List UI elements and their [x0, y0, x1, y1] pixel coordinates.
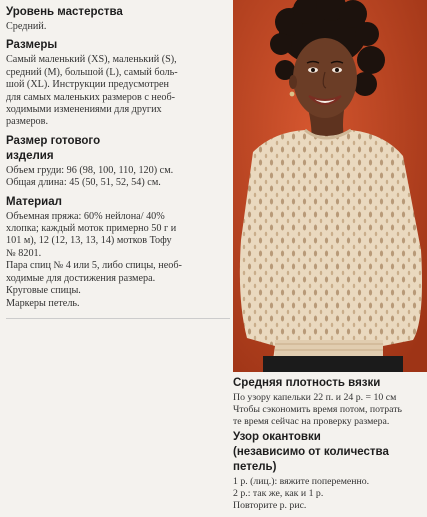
- sweater-shape: [240, 130, 422, 360]
- materials-line: № 8201.: [6, 247, 42, 259]
- materials-section: [6, 196, 230, 310]
- gauge-line: По узору капельки 22 п. и 24 р. = 10 см: [233, 392, 397, 403]
- gauge-line: те время сейчас на проверку размера.: [233, 416, 390, 427]
- edging-section: [233, 431, 427, 512]
- skill-text: Средний.: [6, 21, 47, 32]
- sizes-line: размеров.: [6, 116, 49, 128]
- gauge-heading: Средняя плотность вязки: [233, 377, 381, 389]
- sizes-line: для самых маленьких размеров с необ-: [6, 91, 176, 103]
- edging-row: 1 р. (лиц.): вяжите попеременно.: [233, 476, 370, 487]
- edging-row: 2 р.: так же, как и 1 р.: [233, 488, 324, 499]
- finished-size-heading: Размер готового: [6, 134, 101, 147]
- materials-line: ходимые для достижения размера.: [6, 272, 156, 284]
- sizes-line: ходимыми изменениями для других: [6, 104, 162, 116]
- edging-heading: петель): [233, 461, 277, 473]
- edging-heading: Узор окантовки: [233, 431, 321, 443]
- materials-line: Круговые спицы.: [6, 285, 81, 297]
- materials-line: Пара спиц № 4 или 5, либо спицы, необ-: [6, 260, 182, 272]
- finished-size-heading: изделия: [6, 149, 54, 162]
- model-photo: [233, 0, 427, 372]
- gauge-line: Чтобы сэкономить время потом, потрать: [233, 404, 403, 415]
- materials-line: 101 м), 12 (12, 13, 13, 14) мотков Тофу: [6, 235, 172, 247]
- materials-heading: Материал: [6, 195, 62, 208]
- gauge-section: [233, 377, 427, 428]
- sizes-line: Самый маленький (XS), маленький (S),: [6, 54, 177, 66]
- sizes-section: [6, 39, 230, 128]
- skill-heading: Уровень мастерства: [6, 6, 123, 18]
- edging-row: Повторите р. рис.: [233, 500, 307, 511]
- sizes-heading: Размеры: [6, 39, 58, 52]
- materials-line: Объемная пряжа: 60% нейлона/ 40%: [6, 210, 165, 222]
- finished-size-section: [6, 135, 230, 190]
- skill-section: [6, 6, 230, 33]
- total-length: Общая длина: 45 (50, 51, 52, 54) см.: [6, 177, 161, 189]
- column-divider: [6, 318, 230, 319]
- edging-heading: (независимо от количества: [233, 446, 389, 458]
- materials-line: хлопка; каждый моток примерно 50 г и: [6, 223, 177, 235]
- sizes-line: шой (XL). Инструкции предусмотрен: [6, 79, 169, 91]
- chest-measurement: Объем груди: 96 (98, 100, 110, 120) см.: [6, 164, 174, 176]
- left-column: [6, 6, 230, 310]
- sizes-line: средний (M), большой (L), самый боль-: [6, 66, 178, 78]
- materials-line: Маркеры петель.: [6, 297, 80, 309]
- right-column: [233, 377, 427, 512]
